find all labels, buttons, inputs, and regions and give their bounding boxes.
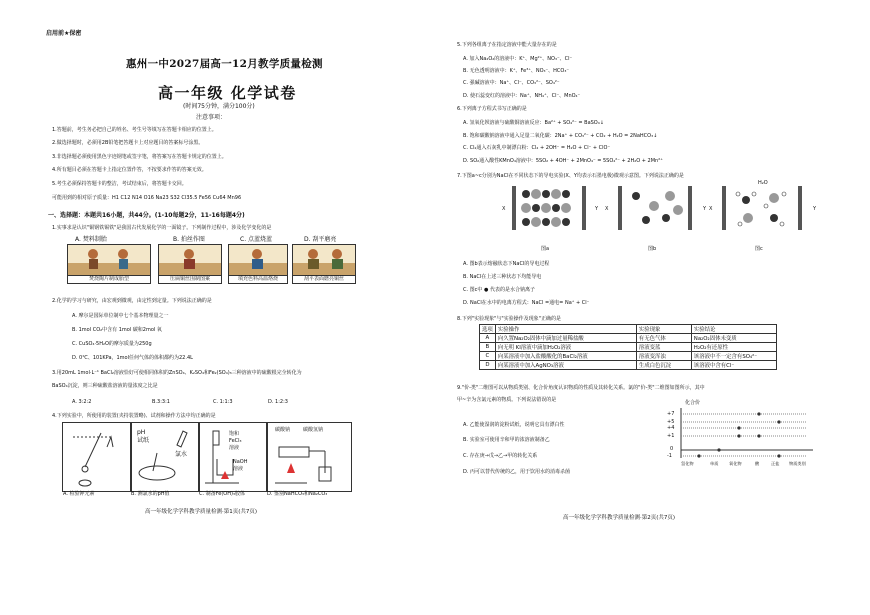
q9-xcat: 氢化物 — [681, 461, 694, 466]
q7-figure-a — [500, 184, 598, 232]
question-3: 3.用20mL 1mol·L⁻¹ BaCl₂溶液恰好可使相同体积的ZnSO₄、K₂SO₄和Fe₂(SO₄)₃三种溶液中的硫酸根完全转化为 — [52, 370, 302, 376]
question-9-cont: 甲~辛为含氯元素的物质。下列说法错误的是 — [457, 397, 557, 403]
q8-cell: 该溶液中含有Cl⁻ — [691, 361, 776, 370]
q6-option-d: D. SO₂通入酸性KMnO₄溶液中：5SO₂ + 4OH⁻ + 2MnO₄⁻ = 5SO₄²⁻ + 2H₂O + 2Mn²⁺ — [463, 158, 663, 164]
q4-naoh-sol: 溶液 — [233, 466, 244, 472]
notice-5: 5.考生必须保持答题卡的整洁，考试结束后，将答题卡交回。 — [52, 181, 187, 187]
q4-option-a: A. 检验钾元素 — [63, 491, 95, 497]
q1-option-c-label: C. 点蓝烧蓝 — [240, 236, 273, 243]
table-row — [480, 361, 777, 370]
q6-option-b: B. 饱和碳酸钠溶液中通入足量二氧化碳：2Na⁺ + CO₃²⁻ + CO₂ + H₂O = 2NaHCO₃↓ — [463, 133, 658, 139]
q4-box-d — [266, 422, 352, 492]
q8-cell: Na₂O₂固体未变质 — [691, 334, 776, 343]
atomic-masses: 可能用到的相对原子质量：H1 C12 N14 O16 Na23 S32 Cl35.5 Fe56 Cu64 Mn96 — [52, 195, 242, 201]
q9-ytick: +5 — [667, 419, 675, 425]
q4-box-c — [198, 422, 268, 492]
q8-header-option: 选项 — [480, 325, 496, 334]
q7-x-label-a: X — [502, 206, 506, 212]
q7-figure-b — [608, 184, 702, 232]
q6-option-c: C. Cl₂通入石灰乳中制漂白粉：Cl₂ + 2OH⁻ = H₂O + Cl⁻ + ClO⁻ — [463, 145, 611, 151]
q5-option-d: D. 使石蕊变红的溶液中：Na⁺、NH₄⁺、Cl⁻、MnO₄⁻ — [463, 93, 581, 99]
q8-cell: 溶液变蓝 — [636, 343, 691, 352]
question-1: 1.实事求是认识"铜钢铁锡铁"是我国古代发展化学的一面镜子。下列制作过程中，涉及化学变化的是 — [52, 225, 272, 231]
q9-xcat: 氧化物 — [729, 461, 742, 466]
q8-cell: H₂O₂有还原性 — [691, 343, 776, 352]
table-row — [480, 343, 777, 352]
question-4: 4.下列实验中，所使用的装置(夹持装置略)、试剂和操作方法中均正确的是 — [52, 413, 216, 419]
q5-option-c: C. 强碱溶液中：Na⁺、Cl⁻、CO₃²⁻、SO₄²⁻ — [463, 80, 560, 86]
q9-valence-chart — [667, 400, 817, 468]
question-5: 5.下列各组离子在指定溶液中能大量存在的是 — [457, 42, 557, 48]
time-score: (时间75分钟，满分100分) — [183, 103, 255, 110]
q9-option-d: D. 丙可以替代传统的乙，用于饮用水的消毒杀菌 — [463, 469, 571, 475]
exam-title: 惠州一中2027届高一12月教学质量检测 — [126, 58, 323, 70]
q9-ytick: +7 — [667, 411, 675, 417]
q1-option-a-label: A. 焚料制胎 — [75, 236, 107, 243]
q4-ph-label: pH — [137, 429, 146, 436]
q8-cell: 生成白色沉淀 — [636, 361, 691, 370]
q9-xcat: 正盐 — [771, 461, 780, 466]
q9-ytick: 0 — [670, 446, 674, 452]
q3-option-c: C. 1:1:3 — [213, 399, 233, 405]
q4-box-a — [62, 422, 132, 492]
q9-option-b: B. 实验室可使用辛和甲的浓溶液制备乙 — [463, 437, 550, 443]
left-footer: 高一年级化学学科教学质量检测·第1页(共7页) — [145, 509, 258, 515]
notice-2: 2.做选择题时，必须用2B铅笔把答题卡上对应题目的答案标号涂黑。 — [52, 140, 204, 146]
question-9: 9."价-类"二维图可以从物质类别、化合价角度认识物质的性质及其转化关系。氯的"价-类"二维图如图所示，其中 — [457, 385, 705, 391]
q5-option-a: A. 加入Na₂O₂的溶液中：K⁺、Mg²⁺、NO₃⁻、Cl⁻ — [463, 56, 573, 62]
q8-cell: D — [480, 361, 496, 370]
q8-cell: 向某溶液中加入AgNO₃溶液 — [495, 361, 636, 370]
q4-box-b — [130, 422, 200, 492]
q7-option-c: C. 图c中 ● 代表的是水合钠离子 — [463, 287, 535, 293]
q8-header-operation: 实验操作 — [495, 325, 636, 334]
q4-naoh: NaOH — [233, 459, 248, 465]
q8-header-conclusion: 实验结论 — [691, 325, 776, 334]
q1-caption-d: 刮平表面磨亮铜丝 — [292, 275, 356, 284]
q8-cell: 向某溶液中加入盐酸酸化的BaCl₂溶液 — [495, 352, 636, 361]
q9-xcat: 酸 — [755, 461, 760, 466]
q8-cell: 该溶液中不一定含有SO₄²⁻ — [691, 352, 776, 361]
q1-image-d — [292, 244, 356, 276]
q7-caption-c: 图c — [755, 246, 763, 252]
flame-test-icon — [63, 423, 131, 491]
q1-image-b — [158, 244, 222, 276]
q7-y-label-a: Y — [595, 206, 599, 212]
question-2: 2.化学的学习与研究，由宏观到微观，由定性到定量。下列说法正确的是 — [52, 298, 212, 304]
q9-ytick: +1 — [667, 433, 675, 439]
q1-image-c — [228, 244, 288, 276]
table-row — [480, 334, 777, 343]
q4-option-b: B. 测氯水的pH值 — [131, 491, 170, 497]
q9-option-a: A. 乙能使湿润的淀粉试纸，说明它具有漂白性 — [463, 422, 565, 428]
q8-header-phenomenon: 实验现象 — [636, 325, 691, 334]
q1-image-a — [67, 244, 151, 276]
question-6: 6.下列离子方程式书写正确的是 — [457, 106, 527, 112]
q7-caption-a: 图a — [541, 246, 550, 252]
q7-option-b: B. NaCl在上述三种状态下均能导电 — [463, 274, 542, 280]
secret-label: 启用前★保密 — [46, 30, 82, 37]
q2-option-c: C. CuSO₄·5H₂O的摩尔质量为250g — [72, 341, 152, 347]
question-3-cont: BaSO₄沉淀，则三种硫酸盐溶液的量浓度之比是 — [52, 383, 158, 389]
q8-cell: A — [480, 334, 496, 343]
q6-option-a: A. 氢氧化钡溶液与硫酸铜溶液反应：Ba²⁺ + SO₄²⁻ = BaSO₄↓ — [463, 120, 604, 126]
notice-3: 3.非选择题必须使用黑色字迹钢笔或签字笔，将答案写在答题卡规定的位置上。 — [52, 154, 227, 160]
q8-cell: C — [480, 352, 496, 361]
q4-chlorine-label: 氯水 — [175, 451, 188, 458]
q8-cell: 溶液变浑浊 — [636, 352, 691, 361]
q3-option-a: A. 3:2:2 — [72, 399, 92, 405]
heating-apparatus-icon — [267, 423, 351, 491]
q7-x-label-b: X — [605, 206, 609, 212]
nacl-solution-icon — [712, 182, 812, 232]
q3-option-d: D. 1:2:3 — [268, 399, 288, 405]
q4-option-c: C. 制备Fe(OH)₃胶体 — [199, 491, 245, 497]
molten-nacl-icon — [608, 184, 702, 232]
q9-xcat: 物质类别 — [789, 461, 806, 466]
q1-caption-a: 焚烧陶片制成胎型 — [67, 275, 151, 284]
q5-option-b: B. 无色透明溶液中：K⁺、Fe³⁺、NO₃⁻、HCO₃⁻ — [463, 68, 569, 74]
q8-cell: B — [480, 343, 496, 352]
notice-heading: 注意事项： — [196, 114, 227, 121]
q7-water-label: H₂O — [758, 180, 768, 186]
q7-option-d: D. NaCl在水中的电离方程式：NaCl =通电= Na⁺ + Cl⁻ — [463, 300, 590, 306]
q1-option-d-label: D. 刮平磨亮 — [304, 236, 337, 243]
q8-cell: 向久置Na₂O₂固体中滴加过量稀盐酸 — [495, 334, 636, 343]
q4-nahco3: 碳酸钠 — [275, 427, 291, 433]
q9-option-c: C. 存在庚→戊→乙→甲的转化关系 — [463, 453, 538, 459]
q8-table — [479, 324, 777, 370]
q4-na2co3: 碳酸氢钠 — [303, 427, 324, 433]
q4-paper-label: 试纸 — [137, 437, 150, 444]
q2-option-a: A. 摩尔是国际单位制中七个基本物理量之一 — [72, 313, 169, 319]
q7-y-label-b: Y — [703, 206, 707, 212]
nacl-crystal-icon — [500, 184, 598, 232]
q1-caption-c: 填充色料高温烙烧 — [228, 275, 288, 284]
q9-ylabel: 化合价 — [685, 400, 701, 406]
question-8: 8.下列"实验现象"与"实验操作及现象"正确的是 — [457, 316, 561, 322]
q4-fecl3: FeCl₃ — [229, 438, 242, 444]
q7-figure-c — [712, 182, 812, 232]
q7-y-label-c: Y — [813, 206, 817, 212]
q8-cell: 向无明 KI溶液中滴加H₂O₂溶液 — [495, 343, 636, 352]
q4-fecl3-sat: 饱和 — [229, 431, 240, 437]
right-footer: 高一年级化学学科教学质量检测·第2页(共7页) — [563, 515, 676, 521]
question-7: 7.下图a~c分别为NaCl在不同状态下的导电实验(X、Y均表示石墨电极)微观示意图。下列说法正确的是 — [457, 173, 684, 179]
q4-option-d: D. 鉴别NaHCO₃和Na₂CO₃ — [267, 491, 328, 497]
q9-xcat: 单质 — [710, 461, 719, 466]
q9-ytick: -1 — [667, 453, 672, 459]
q8-cell: 有无色气体 — [636, 334, 691, 343]
right-page — [445, 0, 870, 615]
q7-option-a: A. 图b表示熔融状态下NaCl的导电过程 — [463, 261, 550, 267]
q9-ytick: +4 — [667, 425, 675, 431]
q4-fecl3-sol: 溶液 — [229, 445, 240, 451]
q1-caption-b: 压扁铜丝围制图案 — [158, 275, 222, 284]
valence-class-grid — [667, 404, 817, 468]
q2-option-d: D. 0℃、101KPa，1mol任何气体的体积都约为22.4L — [72, 355, 193, 361]
q3-option-b: B.3:3:1 — [152, 399, 170, 405]
q1-option-b-label: B. 拍丝作图 — [173, 236, 205, 243]
notice-1: 1.答题前，考生务必把自己的姓名、考生号等填写在答题卡相应的位置上。 — [52, 127, 217, 133]
table-row — [480, 352, 777, 361]
q7-caption-b: 图b — [648, 246, 657, 252]
section-1-heading: 一、选择题：本题共16小题，共44分。(1-10每题2分，11-16每题4分) — [48, 212, 245, 219]
q7-x-label-c: X — [709, 206, 713, 212]
q2-option-b: B. 1mol CO₂中含有 1mol 碳和2mol 氧 — [72, 327, 162, 333]
notice-4: 4.所有题目必须在答题卡上指定位置作答，不按要求作答的答案无效。 — [52, 167, 207, 173]
subject-title: 高一年级 化学试卷 — [158, 84, 297, 102]
q8-table-header — [480, 325, 777, 334]
